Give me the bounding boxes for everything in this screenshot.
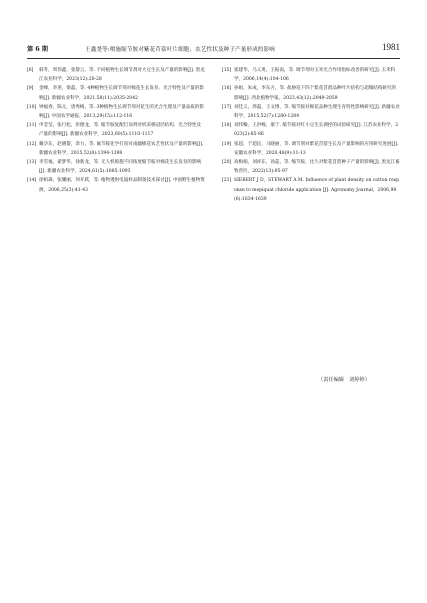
running-title: 王鑫尧等:喷施缩节胺对紫花苜蓿叶片细胞、农艺性状及种子产量形成的影响 [85, 46, 275, 53]
reference-text: 韩冬，周伟鑫，张黎云，等. 不同植物生长调节剂对大豆生长及产量的影响[J]. 黑龙江农业科学，2023(12):20-28 [39, 68, 205, 83]
reference-number: [12] [27, 141, 37, 147]
reference-text: 刘佳义，周磊，王文博，等. 缩节胺对棉花品种生理生育特性影响研究[J]. 新疆农业科学，2015,52(7):1280-1284 [234, 104, 400, 120]
reference-number: [21] [222, 178, 232, 184]
reference-text: SIEBERT J D，STEWART A M. Influence of plant density on cotton response to mepiquat chloride application [J]. Agronomy Journal，2006,98(6):1634-1639 [234, 178, 400, 202]
reference-text: 张建华，马义勇，王振南，等. 调节剂对玉米光合作用指标改善的研究[J]. 玉米科学，2006,14(4):104-106 [234, 68, 396, 83]
reference-entry [27, 103, 205, 121]
reference-entry [27, 140, 205, 158]
reference-entry [27, 158, 205, 176]
running-header [27, 44, 400, 56]
reference-number: [14] [27, 178, 37, 184]
reference-entry [222, 66, 400, 84]
reference-number: [9] [27, 86, 34, 92]
reference-text: 张超，于超民，马晓丽，等. 调节剂对紫花苜蓿生长及产量影响的应用研究进展[J]. 安徽农业科学，2020,48(9):11-13 [234, 141, 399, 156]
reference-text: 高梅娟，刘祥东，孙蕊，等. 缩节胺、比久对紫花苜蓿种子产量的影响[J]. 黑龙江畜牧兽医，2022(13):95-97 [234, 160, 400, 175]
reference-number: [20] [222, 160, 232, 166]
reference-entry [222, 140, 400, 158]
reference-entry [222, 103, 400, 121]
reference-entry [222, 176, 400, 204]
reference-text: 刘伟臻，王洪峻，康宁. 缩节胺对红小豆生长调控的试验研究[J]. 江苏农业科学，2023(2):85-86 [234, 123, 399, 138]
reference-number: [18] [222, 123, 232, 129]
reference-text: 申莹莹，张行松，彭德龙，等. 缩节胺复配打顶剂对机采棉冠层结构、光合特性及产量的影响[J]. 新疆农业科学，2023,60(5):1110-1117 [39, 123, 202, 138]
editor-note: （责任编辑 刘婷婷） [318, 377, 370, 383]
reference-entry [27, 176, 205, 194]
reference-text: 徐柏森，张耀丽，何开跃，等. 植物透射电镜样品制备技术探讨[J]. 中国野生植物资源，2006,25(3):41-43 [39, 178, 205, 193]
reference-entry [222, 84, 400, 102]
reference-entry [27, 121, 205, 139]
reference-number: [11] [27, 123, 37, 129]
page-number: 1981 [382, 42, 400, 52]
reference-number: [16] [222, 86, 232, 92]
reference-text: 孙娟，朱成，李东方，等. 盐胁迫下四个紫花苜蓿品种叶片结构与超微结构研究的影响[J]. 西北植物学报，2023,43(12):2049-2059 [234, 86, 397, 101]
issue-number: 第 6 期 [27, 46, 48, 53]
reference-number: [19] [222, 141, 232, 147]
reference-text: 戴孕东，赵晓黎，余力，等. 氟节胺化学打顶对南疆棉花农艺性状及产量的影响[J]. 新疆农业科学，2015,52(8):1394-1398 [39, 141, 204, 156]
reference-entry [222, 158, 400, 176]
reference-entry [27, 84, 205, 102]
reference-entry [222, 121, 400, 139]
reference-text: 钟福春，陈元，唐秀梅，等. 3种植物生长调节剂对花生的光合生理及产量品质的影响[J]. 中国农学通报，2013,29(15):112-116 [39, 104, 204, 120]
reference-entry [27, 66, 205, 84]
reference-number: [13] [27, 160, 37, 166]
header-rule [27, 58, 400, 59]
reference-number: [10] [27, 104, 37, 110]
reference-text: 李雪福，翟梦华，徐新龙，等. 无人机喷施不同浓度缩节胺对棉花生长发育的影响[J]. 新疆农业科学，2024,61(5):1085-1093 [39, 160, 202, 175]
reference-number: [15] [222, 68, 232, 73]
references-right-column [222, 66, 400, 204]
reference-number: [17] [222, 104, 232, 110]
references-left-column [27, 66, 205, 195]
reference-number: [8] [27, 68, 34, 73]
reference-text: 金峰，李进，梁磊，等. 4种植物生长调节剂对棉花生长发育、光合特性及产量的影响[J]. 新疆农业科学，2021,58(11):2035-2042 [39, 86, 204, 101]
